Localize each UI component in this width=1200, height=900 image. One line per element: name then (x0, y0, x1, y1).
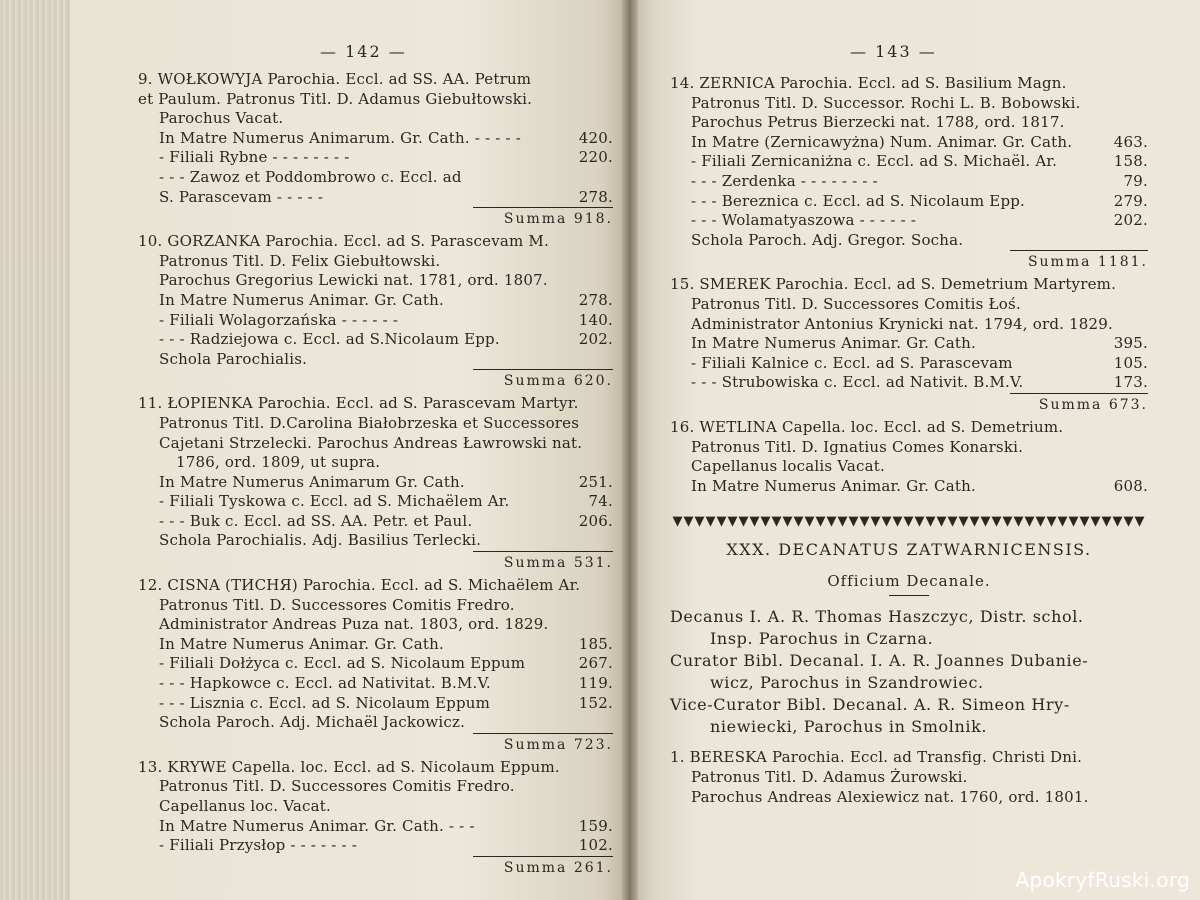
entry-line-value: 279. (1113, 191, 1148, 210)
entry-line (670, 295, 1148, 315)
entry-line-text: Patronus Titl. D. Successor. Rochi L. B. Bobowski. (691, 93, 1081, 112)
entry-line (138, 797, 613, 817)
entry-line-text: Patronus Titl. D. Successores Comitis Fredro. (159, 595, 515, 614)
page-edges (0, 0, 78, 900)
entry-line-value: 202. (1113, 211, 1148, 230)
entry-line (138, 473, 613, 493)
officium-line: Vice-Curator Bibl. Decanal. A. R. Simeon Hry- (670, 695, 1070, 715)
entry-line-text: - - - Radziejowa c. Eccl. ad S.Nicolaum Epp. (159, 330, 500, 349)
entry-line (138, 90, 613, 110)
entry-line (138, 109, 613, 129)
officium-line: Decanus I. A. R. Thomas Haszczyc, Distr. schol. (670, 607, 1084, 627)
entry-line (138, 635, 613, 655)
entry-line-text: In Matre Numerus Animar. Gr. Cath. - - - (159, 816, 475, 835)
officium-line: Curator Bibl. Decanal. I. A. R. Joannes Dubanie- (670, 651, 1089, 671)
entry-line (138, 694, 613, 714)
entry-line-value: 608. (1113, 476, 1148, 495)
entry-line-text: - - - Wolamatyaszowa - - - - - - (691, 211, 917, 230)
entry-line-value: 463. (1113, 132, 1148, 151)
officium-line: Insp. Parochus in Czarna. (710, 629, 934, 649)
entry-line-text: Administrator Antonius Krynicki nat. 1794, ord. 1829. (691, 314, 1114, 333)
entry-line (138, 188, 613, 208)
entry-line-value: 251. (578, 472, 613, 491)
entry-line-text: 15. SMEREK Parochia. Eccl. ad S. Demetrium Martyrem. (670, 275, 1117, 294)
entry-line (670, 457, 1148, 477)
parish-entry (670, 275, 1148, 416)
entry-line (138, 350, 613, 370)
entry-line-text: In Matre Numerus Animar. Gr. Cath. (691, 476, 976, 495)
entry-line-text: 16. WETLINA Capella. loc. Eccl. ad S. Demetrium. (670, 417, 1064, 436)
entry-line-value: 267. (578, 654, 613, 673)
entry-line (138, 654, 613, 674)
entry-line-text: - Filiali Wolagorzańska - - - - - - (159, 310, 399, 329)
entry-line-text: Parochus Vacat. (159, 109, 284, 128)
entry-line (670, 334, 1148, 354)
entry-line-text: Schola Paroch. Adj. Gregor. Socha. (691, 230, 964, 249)
entry-line: Patronus Titl. D. Adamus Żurowski. (691, 768, 968, 787)
entry-line-text: Patronus Titl. D.Carolina Białobrzeska et Successores (159, 413, 580, 432)
right-page (630, 0, 1200, 900)
entry-line-value: 185. (578, 634, 613, 653)
entry-line-text: - Filiali Tyskowa c. Eccl. ad S. Michaëlem Ar. (159, 492, 510, 511)
book-gutter (622, 0, 638, 900)
heading-rule (889, 595, 929, 596)
entry-line-value: 173. (1113, 373, 1148, 392)
entry-line-text: Patronus Titl. D. Successores Comitis Łoś. (691, 294, 1021, 313)
entry-line (138, 615, 613, 635)
entry-line (138, 817, 613, 837)
entry-line (138, 434, 613, 454)
decanatus-heading: XXX. DECANATUS ZATWARNICENSIS. (726, 540, 1092, 560)
entry-line-value: 202. (578, 330, 613, 349)
summa-total: Summa 723. (473, 733, 613, 756)
entry-line-text: 11. ŁOPIENKA Parochia. Eccl. ad S. Parascevam Martyr. (138, 394, 579, 413)
officium-line: niewiecki, Parochus in Smolnik. (710, 717, 988, 737)
entry-line (138, 148, 613, 168)
entry-line (670, 192, 1148, 212)
entry-line (138, 674, 613, 694)
entry-line (138, 311, 613, 331)
parish-entry (670, 418, 1148, 496)
entry-line (138, 713, 613, 733)
entry-line-text: 13. KRYWE Capella. loc. Eccl. ad S. Nicolaum Eppum. (138, 757, 560, 776)
parish-entry (138, 758, 613, 879)
entry-line (138, 168, 613, 188)
entry-line-text: Schola Parochialis. Adj. Basilius Terlecki. (159, 531, 482, 550)
parish-entry (138, 394, 613, 574)
entry-line-text: - Filiali Przysłop - - - - - - - (159, 836, 358, 855)
entry-line (670, 94, 1148, 114)
entry-line-value: 102. (578, 836, 613, 855)
entry-line-value: 152. (578, 693, 613, 712)
right-entries (670, 74, 1148, 496)
entry-line: Parochus Andreas Alexiewicz nat. 1760, ord. 1801. (691, 787, 1089, 806)
parish-entry (670, 74, 1148, 273)
entry-line-text: 12. CISNA (ТИСНЯ) Parochia. Eccl. ad S. Michaëlem Ar. (138, 576, 581, 595)
entry-line (138, 777, 613, 797)
entry-line (138, 252, 613, 272)
entry-line (670, 74, 1148, 94)
entry-line (670, 172, 1148, 192)
entry-line-text: Parochus Petrus Bierzecki nat. 1788, ord. 1817. (691, 113, 1065, 132)
officium-lines (670, 606, 1148, 738)
entry-line (670, 133, 1148, 153)
entry-line-value: 420. (578, 128, 613, 147)
entry-line-text: Administrator Andreas Puza nat. 1803, ord. 1829. (159, 615, 549, 634)
entry-line-value: 79. (1123, 171, 1148, 190)
entry-line-text: Capellanus loc. Vacat. (159, 797, 331, 815)
entry-line-text: In Matre Numerus Animar. Gr. Cath. (159, 634, 444, 653)
entry-line (138, 531, 613, 551)
entry-line (670, 315, 1148, 335)
summa-total: Summa 673. (1010, 393, 1148, 416)
officium-line: wicz, Parochus in Szandrowiec. (710, 673, 984, 693)
summa-total: Summa 531. (473, 551, 613, 574)
entry-line-text: Parochus Gregorius Lewicki nat. 1781, ord. 1807. (159, 271, 548, 290)
spacer (670, 738, 1148, 748)
entry-line-value: 220. (578, 148, 613, 167)
entry-line-value: 140. (578, 310, 613, 329)
entry-line (670, 113, 1148, 133)
right-page-text (670, 74, 1148, 807)
entry-line-text: Schola Parochialis. (159, 349, 308, 368)
entry-line (138, 330, 613, 350)
entry-line-text: 10. GORZANKA Parochia. Eccl. ad S. Parascevam M. (138, 232, 549, 251)
parish-entry (138, 70, 613, 230)
entry-line: 1. BERESKA Parochia. Eccl. ad Transfig. Christi Dni. (670, 748, 1083, 767)
entry-line (138, 492, 613, 512)
entry-line-text: - Filiali Zernicaniżna c. Eccl. ad S. Michaël. Ar. (691, 152, 1058, 171)
entry-line-text: - - - Zawoz et Poddombrowo c. Eccl. ad (159, 167, 462, 186)
parish-entry (138, 576, 613, 756)
watermark: ApokryfRuski.org (1015, 868, 1190, 892)
entry-line (670, 211, 1148, 231)
entry-line-text: 14. ZERNICA Parochia. Eccl. ad S. Basilium Magn. (670, 74, 1067, 92)
entry-line-text: - Filiali Rybne - - - - - - - - (159, 148, 350, 167)
entry-line-text: In Matre Numerus Animar. Gr. Cath. (159, 290, 444, 309)
officium-heading: Officium Decanale. (827, 571, 991, 590)
entry-line-value: 105. (1113, 353, 1148, 372)
summa-total: Summa 261. (473, 856, 613, 879)
entry-line (670, 477, 1148, 497)
entry-line-text: In Matre Numerus Animarum Gr. Cath. (159, 472, 465, 491)
entry-line (138, 596, 613, 616)
entry-line (670, 275, 1148, 295)
entry-line-text: In Matre Numerus Animar. Gr. Cath. (691, 334, 976, 353)
entry-line-value: 74. (588, 492, 613, 511)
entry-line (138, 758, 613, 778)
entry-line-text: Patronus Titl. D. Successores Comitis Fredro. (159, 777, 515, 796)
summa-total: Summa 918. (473, 207, 613, 230)
entry-line-text: - - - Buk c. Eccl. ad SS. AA. Petr. et Paul. (159, 511, 473, 530)
entry-line (138, 576, 613, 596)
entry-line (138, 414, 613, 434)
entry-line-text: - - - Bereznica c. Eccl. ad S. Nicolaum Epp. (691, 191, 1026, 210)
entry-line (670, 231, 1148, 251)
entry-line-value: 119. (578, 674, 613, 693)
entry-line-text: - - - Zerdenka - - - - - - - - (691, 171, 878, 190)
entry-line (670, 373, 1148, 393)
entry-line (138, 836, 613, 856)
entry-line-text: - - - Lisznia c. Eccl. ad S. Nicolaum Eppum (159, 693, 491, 712)
entry-line (138, 70, 613, 90)
entry-line (670, 418, 1148, 438)
entry-line-value: 395. (1113, 334, 1148, 353)
entry-line-text: Capellanus localis Vacat. (691, 457, 885, 476)
entry-line-value: 159. (578, 816, 613, 835)
entry-line (138, 394, 613, 414)
entry-line-text: 1786, ord. 1809, ut supra. (176, 453, 381, 472)
entry-line-value: 158. (1113, 152, 1148, 171)
entry-line-text: et Paulum. Patronus Titl. D. Adamus Giebułtowski. (138, 89, 533, 108)
summa-total: Summa 620. (473, 369, 613, 392)
entry-line-text: S. Parascevam - - - - - (159, 187, 324, 206)
entry-line (670, 152, 1148, 172)
entry-line (138, 512, 613, 532)
entry-line-text: In Matre (Zernicawyżna) Num. Animar. Gr. Cath. (691, 132, 1073, 151)
entry-line-value: 278. (578, 187, 613, 206)
entry-line-text: - - - Strubowiska c. Eccl. ad Nativit. B.M.V. (691, 373, 1024, 392)
bereska-entry (670, 748, 1148, 807)
entry-line-text: - Filiali Kalnice c. Eccl. ad S. Parascevam (691, 353, 1013, 372)
summa-total: Summa 1181. (1010, 250, 1148, 273)
ornament-divider: ▼▼▼▼▼▼▼▼▼▼▼▼▼▼▼▼▼▼▼▼▼▼▼▼▼▼▼▼▼▼▼▼▼▼▼▼▼▼▼▼▼▼▼ (672, 514, 1146, 529)
left-folio: — 142 — (320, 42, 407, 61)
entry-line-text: Schola Paroch. Adj. Michaël Jackowicz. (159, 713, 466, 732)
entry-line-text: Patronus Titl. D. Ignatius Comes Konarski. (691, 437, 1024, 456)
left-page (70, 0, 630, 900)
entry-line-text: - - - Hapkowce c. Eccl. ad Nativitat. B.M.V. (159, 674, 491, 693)
entry-line-text: 9. WOŁKOWYJA Parochia. Eccl. ad SS. AA. Petrum (138, 70, 532, 88)
entry-line (670, 438, 1148, 458)
entry-line (138, 453, 613, 473)
entry-line-text: - Filiali Dołżyca c. Eccl. ad S. Nicolaum Eppum (159, 654, 526, 673)
entry-line-text: In Matre Numerus Animarum. Gr. Cath. - - - - - (159, 128, 522, 147)
entry-line (670, 354, 1148, 374)
entry-line-value: 206. (578, 511, 613, 530)
left-page-text (138, 70, 613, 881)
entry-line-value: 278. (578, 290, 613, 309)
entry-line-text: Cajetani Strzelecki. Parochus Andreas Ławrowski nat. (159, 433, 583, 452)
entry-line (138, 129, 613, 149)
entry-line (138, 291, 613, 311)
right-folio: — 143 — (850, 42, 937, 61)
entry-line (138, 271, 613, 291)
entry-line (138, 232, 613, 252)
entry-line-text: Patronus Titl. D. Felix Giebułtowski. (159, 251, 441, 270)
parish-entry (138, 232, 613, 392)
